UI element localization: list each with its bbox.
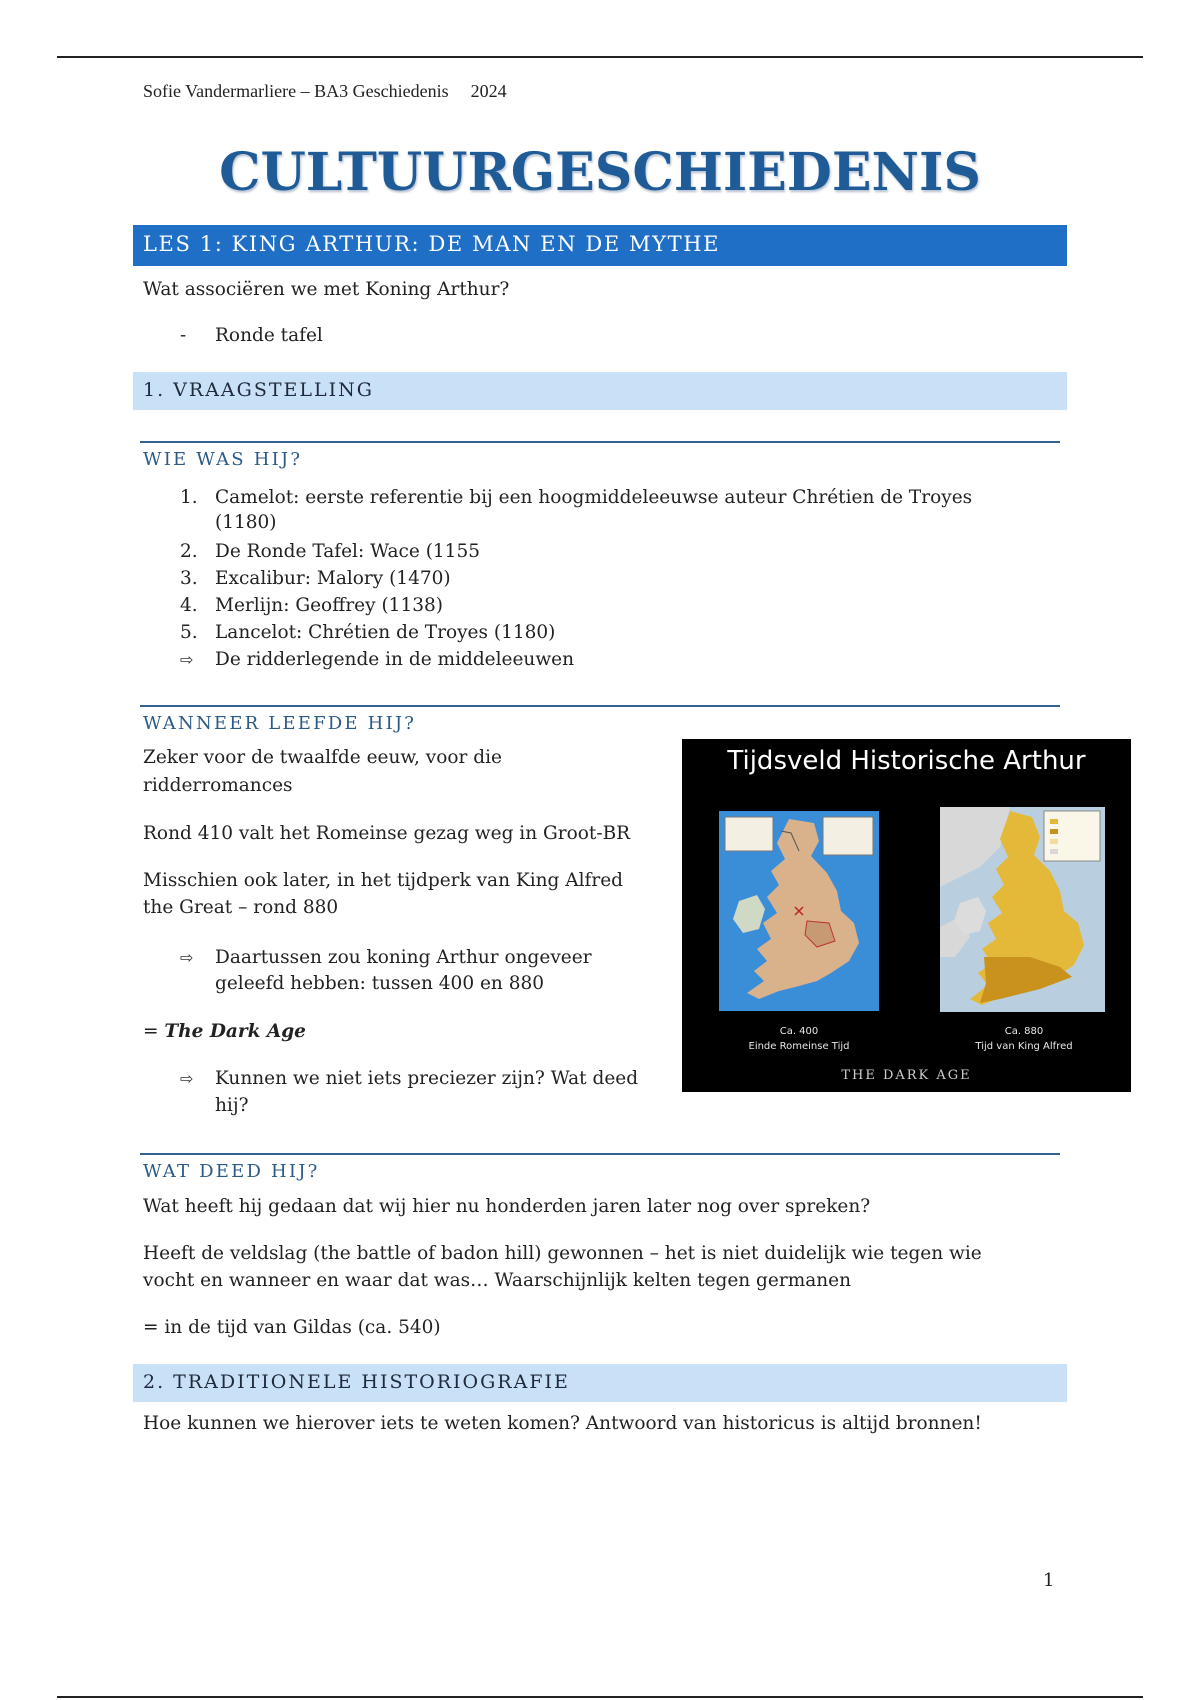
- paragraph: Wat heeft hij gedaan dat wij hier nu honderden jaren later nog over spreken?: [143, 1196, 871, 1217]
- paragraph-line: the Great – rond 880: [143, 897, 339, 918]
- document-title: CULTUURGESCHIEDENIS: [219, 142, 981, 203]
- page-number: 1: [1043, 1570, 1055, 1591]
- lesson-heading: LES 1: KING ARTHUR: DE MAN EN DE MYTHE: [133, 225, 1067, 266]
- paragraph: = in de tijd van Gildas (ca. 540): [143, 1317, 441, 1338]
- header-year: 2024: [470, 81, 507, 101]
- subheading-wat: WAT DEED HIJ?: [140, 1153, 1060, 1182]
- timeline-slide-figure: [682, 739, 1131, 1092]
- intro-bullet: Ronde tafel: [215, 325, 323, 346]
- left-map-caption-date: Ca. 400: [779, 1026, 819, 1037]
- dark-age-line: [143, 1018, 306, 1045]
- list-item: Camelot: eerste referentie bij een hoogmiddeleeuwse auteur Chrétien de Troyes: [215, 487, 973, 508]
- list-number: 2.: [180, 541, 198, 562]
- right-map-caption-label: Tijd van King Alfred: [975, 1041, 1073, 1052]
- bullet-marker: -: [180, 325, 187, 346]
- paragraph-line: Heeft de veldslag (the battle of badon hill) gewonnen – het is niet duidelijk wie tegen wie: [143, 1243, 982, 1264]
- paragraph-line: ridderromances: [143, 775, 293, 796]
- paragraph: Hoe kunnen we hierover iets te weten komen? Antwoord van historicus is altijd bronnen!: [143, 1413, 982, 1434]
- arrow-point-line: Kunnen we niet iets preciezer zijn? Wat deed: [215, 1068, 639, 1089]
- list-number: 4.: [180, 595, 198, 616]
- arrow-icon: ⇨: [180, 1069, 194, 1088]
- bottom-rule: [57, 1696, 1143, 1698]
- list-conclusion: De ridderlegende in de middeleeuwen: [215, 649, 575, 670]
- arrow-point-line: geleefd hebben: tussen 400 en 880: [215, 973, 545, 994]
- list-item: Lancelot: Chrétien de Troyes (1180): [215, 622, 556, 643]
- roman-britain-map: [719, 811, 879, 1011]
- slide-title: Tijdsveld Historische Arthur: [727, 746, 1086, 776]
- subheading-wanneer: WANNEER LEEFDE HIJ?: [140, 705, 1060, 734]
- paragraph-line: vocht en wanneer en waar dat was… Waarschijnlijk kelten tegen germanen: [143, 1270, 852, 1291]
- dark-age-term: The Dark Age: [164, 1021, 306, 1042]
- list-item-continuation: (1180): [215, 512, 277, 533]
- section-heading-historiografie: 2. TRADITIONELE HISTORIOGRAFIE: [133, 1364, 1067, 1402]
- left-map-caption-label: Einde Romeinse Tijd: [748, 1041, 850, 1052]
- right-map-caption-date: Ca. 880: [1004, 1026, 1044, 1037]
- arrow-icon: ⇨: [180, 948, 194, 967]
- paragraph: Rond 410 valt het Romeinse gezag weg in Groot-BR: [143, 823, 631, 844]
- arrow-point-line: Daartussen zou koning Arthur ongeveer: [215, 947, 592, 968]
- subheading-wie: WIE WAS HIJ?: [140, 441, 1060, 470]
- king-alfred-map: [940, 807, 1105, 1012]
- equals-prefix: =: [143, 1021, 165, 1042]
- list-number: 1.: [180, 487, 198, 508]
- page-header: [143, 81, 507, 102]
- list-item: Merlijn: Geoffrey (1138): [215, 595, 443, 616]
- arrow-point-line: hij?: [215, 1095, 249, 1116]
- top-rule: [57, 56, 1143, 58]
- paragraph-line: Zeker voor de twaalfde eeuw, voor die: [143, 747, 502, 768]
- slide-footer: THE DARK AGE: [841, 1068, 972, 1083]
- section-heading-vraagstelling: 1. VRAAGSTELLING: [133, 372, 1067, 410]
- list-item: De Ronde Tafel: Wace (1155: [215, 541, 480, 562]
- list-number: 5.: [180, 622, 198, 643]
- author-course: Sofie Vandermarliere – BA3 Geschiedenis: [143, 81, 449, 101]
- arrow-icon: ⇨: [180, 650, 194, 669]
- list-item: Excalibur: Malory (1470): [215, 568, 451, 589]
- paragraph-line: Misschien ook later, in het tijdperk van King Alfred: [143, 870, 624, 891]
- intro-question: Wat associëren we met Koning Arthur?: [143, 279, 510, 300]
- list-number: 3.: [180, 568, 198, 589]
